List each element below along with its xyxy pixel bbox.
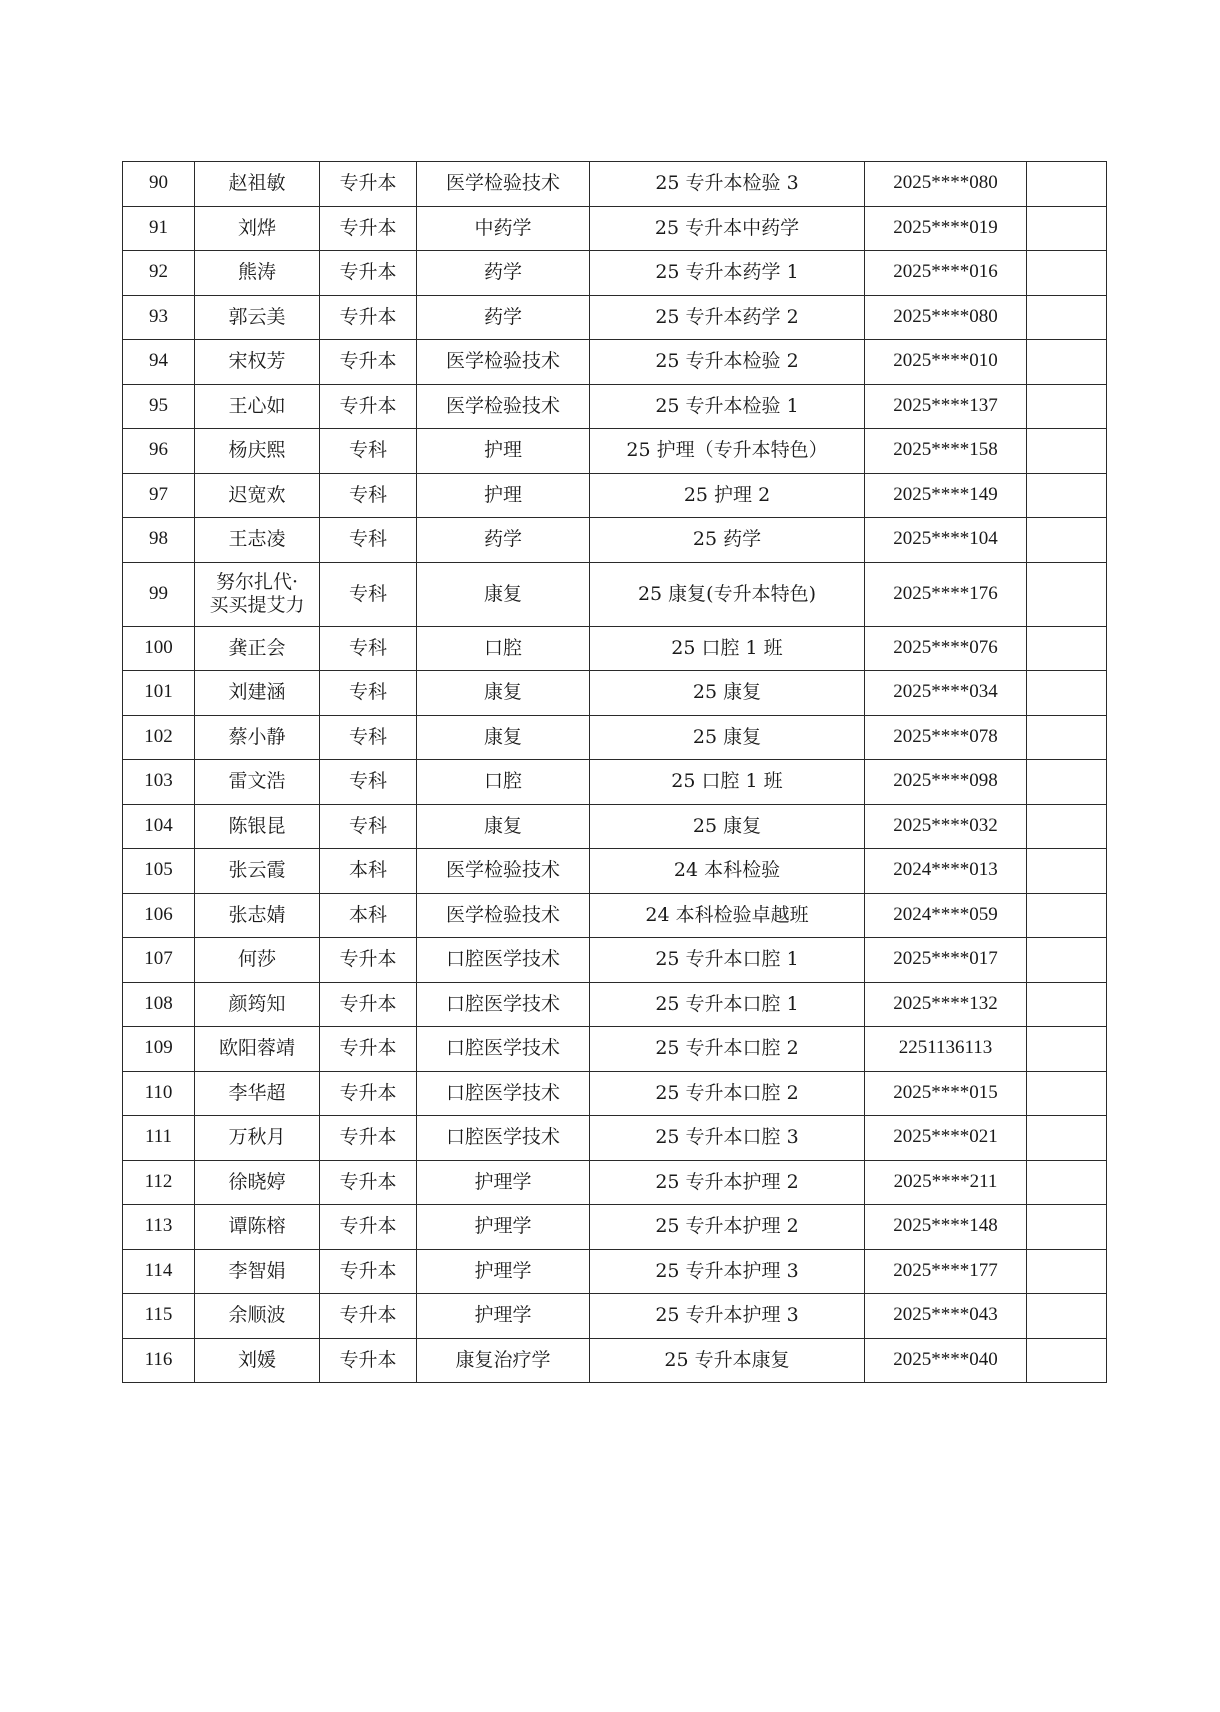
cell-extra [1027, 251, 1107, 296]
cell-extra [1027, 473, 1107, 518]
cell-level: 专科 [320, 562, 417, 626]
cell-name: 杨庆熙 [195, 429, 320, 474]
cell-major: 药学 [417, 518, 590, 563]
cell-number: 96 [123, 429, 195, 474]
cell-name: 何莎 [195, 938, 320, 983]
cell-number: 90 [123, 162, 195, 207]
cell-student-id: 2025****158 [865, 429, 1027, 474]
cell-name: 徐晓婷 [195, 1160, 320, 1205]
cell-class: 25 专升本护理 2 [590, 1205, 865, 1250]
table-row [123, 295, 1107, 340]
cell-major: 护理学 [417, 1249, 590, 1294]
cell-extra [1027, 384, 1107, 429]
table-row [123, 982, 1107, 1027]
table-row [123, 1116, 1107, 1161]
cell-name: 张云霞 [195, 849, 320, 894]
cell-class: 25 专升本检验 2 [590, 340, 865, 385]
cell-number: 110 [123, 1071, 195, 1116]
cell-class: 24 本科检验 [590, 849, 865, 894]
cell-name: 努尔扎代· 买买提艾力 [195, 562, 320, 626]
cell-number: 104 [123, 804, 195, 849]
cell-major: 中药学 [417, 206, 590, 251]
cell-name: 郭云美 [195, 295, 320, 340]
cell-major: 康复 [417, 715, 590, 760]
cell-level: 专升本 [320, 1160, 417, 1205]
table-row [123, 849, 1107, 894]
cell-major: 康复 [417, 562, 590, 626]
cell-number: 103 [123, 760, 195, 805]
cell-number: 93 [123, 295, 195, 340]
cell-major: 口腔 [417, 760, 590, 805]
cell-level: 专科 [320, 473, 417, 518]
cell-number: 99 [123, 562, 195, 626]
cell-extra [1027, 1116, 1107, 1161]
cell-number: 101 [123, 671, 195, 716]
table-row [123, 429, 1107, 474]
cell-class: 25 专升本护理 2 [590, 1160, 865, 1205]
cell-major: 口腔医学技术 [417, 1027, 590, 1072]
cell-student-id: 2251136113 [865, 1027, 1027, 1072]
cell-student-id: 2025****019 [865, 206, 1027, 251]
cell-level: 专升本 [320, 1205, 417, 1250]
cell-class: 25 药学 [590, 518, 865, 563]
cell-level: 专升本 [320, 295, 417, 340]
cell-extra [1027, 340, 1107, 385]
cell-major: 康复 [417, 804, 590, 849]
cell-major: 药学 [417, 251, 590, 296]
cell-extra [1027, 1294, 1107, 1339]
cell-number: 97 [123, 473, 195, 518]
cell-name: 陈银昆 [195, 804, 320, 849]
cell-student-id: 2025****098 [865, 760, 1027, 805]
table-row [123, 893, 1107, 938]
cell-class: 25 康复 [590, 715, 865, 760]
cell-student-id: 2025****176 [865, 562, 1027, 626]
table-row [123, 1160, 1107, 1205]
cell-major: 口腔医学技术 [417, 1071, 590, 1116]
cell-level: 专科 [320, 760, 417, 805]
cell-major: 口腔医学技术 [417, 938, 590, 983]
cell-class: 25 口腔 1 班 [590, 760, 865, 805]
cell-level: 专科 [320, 518, 417, 563]
cell-student-id: 2025****104 [865, 518, 1027, 563]
cell-level: 专升本 [320, 1027, 417, 1072]
cell-name: 熊涛 [195, 251, 320, 296]
table-row [123, 340, 1107, 385]
cell-student-id: 2025****078 [865, 715, 1027, 760]
cell-number: 114 [123, 1249, 195, 1294]
cell-student-id: 2025****040 [865, 1338, 1027, 1383]
cell-student-id: 2025****177 [865, 1249, 1027, 1294]
cell-student-id: 2025****032 [865, 804, 1027, 849]
table-row [123, 760, 1107, 805]
table-row [123, 518, 1107, 563]
cell-extra [1027, 429, 1107, 474]
cell-name: 万秋月 [195, 1116, 320, 1161]
table-row [123, 1027, 1107, 1072]
cell-student-id: 2025****043 [865, 1294, 1027, 1339]
cell-major: 医学检验技术 [417, 849, 590, 894]
cell-class: 25 专升本中药学 [590, 206, 865, 251]
cell-student-id: 2025****080 [865, 162, 1027, 207]
cell-class: 25 专升本药学 2 [590, 295, 865, 340]
cell-extra [1027, 804, 1107, 849]
cell-major: 口腔医学技术 [417, 1116, 590, 1161]
cell-level: 专升本 [320, 251, 417, 296]
cell-extra [1027, 760, 1107, 805]
cell-number: 108 [123, 982, 195, 1027]
cell-number: 100 [123, 626, 195, 671]
cell-major: 口腔医学技术 [417, 982, 590, 1027]
cell-name: 颜筠知 [195, 982, 320, 1027]
cell-class: 25 专升本护理 3 [590, 1249, 865, 1294]
cell-extra [1027, 671, 1107, 716]
cell-extra [1027, 1027, 1107, 1072]
cell-level: 专升本 [320, 206, 417, 251]
cell-extra [1027, 1205, 1107, 1250]
cell-extra [1027, 626, 1107, 671]
cell-extra [1027, 1249, 1107, 1294]
roster-body [123, 162, 1107, 1383]
cell-name: 谭陈榕 [195, 1205, 320, 1250]
table-row [123, 1294, 1107, 1339]
cell-extra [1027, 206, 1107, 251]
cell-class: 24 本科检验卓越班 [590, 893, 865, 938]
cell-level: 专升本 [320, 1294, 417, 1339]
cell-student-id: 2025****137 [865, 384, 1027, 429]
cell-number: 115 [123, 1294, 195, 1339]
cell-number: 107 [123, 938, 195, 983]
table-row [123, 384, 1107, 429]
cell-major: 口腔 [417, 626, 590, 671]
table-row [123, 626, 1107, 671]
cell-student-id: 2024****059 [865, 893, 1027, 938]
cell-student-id: 2025****017 [865, 938, 1027, 983]
cell-number: 95 [123, 384, 195, 429]
cell-class: 25 口腔 1 班 [590, 626, 865, 671]
cell-level: 专科 [320, 804, 417, 849]
cell-extra [1027, 982, 1107, 1027]
cell-level: 专升本 [320, 1071, 417, 1116]
cell-major: 护理学 [417, 1160, 590, 1205]
cell-major: 护理 [417, 473, 590, 518]
table-row [123, 473, 1107, 518]
cell-name: 王志凌 [195, 518, 320, 563]
cell-name: 蔡小静 [195, 715, 320, 760]
cell-student-id: 2025****021 [865, 1116, 1027, 1161]
cell-major: 医学检验技术 [417, 340, 590, 385]
cell-extra [1027, 849, 1107, 894]
cell-number: 91 [123, 206, 195, 251]
cell-number: 105 [123, 849, 195, 894]
cell-extra [1027, 1071, 1107, 1116]
cell-student-id: 2025****148 [865, 1205, 1027, 1250]
table-row [123, 804, 1107, 849]
table-row [123, 562, 1107, 626]
cell-level: 本科 [320, 893, 417, 938]
table-row [123, 1071, 1107, 1116]
cell-major: 康复治疗学 [417, 1338, 590, 1383]
cell-class: 25 护理 2 [590, 473, 865, 518]
table-row [123, 1205, 1107, 1250]
cell-student-id: 2024****013 [865, 849, 1027, 894]
cell-name: 余顺波 [195, 1294, 320, 1339]
cell-student-id: 2025****076 [865, 626, 1027, 671]
cell-class: 25 康复 [590, 804, 865, 849]
cell-number: 94 [123, 340, 195, 385]
cell-student-id: 2025****149 [865, 473, 1027, 518]
student-roster-table [122, 161, 1107, 1383]
cell-name: 宋权芳 [195, 340, 320, 385]
table-row [123, 671, 1107, 716]
cell-extra [1027, 162, 1107, 207]
cell-number: 111 [123, 1116, 195, 1161]
cell-level: 专科 [320, 626, 417, 671]
cell-student-id: 2025****016 [865, 251, 1027, 296]
table-row [123, 206, 1107, 251]
cell-class: 25 专升本口腔 2 [590, 1071, 865, 1116]
cell-major: 医学检验技术 [417, 162, 590, 207]
cell-number: 106 [123, 893, 195, 938]
cell-name: 王心如 [195, 384, 320, 429]
cell-level: 专升本 [320, 340, 417, 385]
cell-level: 专升本 [320, 162, 417, 207]
cell-major: 护理学 [417, 1294, 590, 1339]
table-row [123, 715, 1107, 760]
cell-level: 专科 [320, 429, 417, 474]
cell-name: 迟宽欢 [195, 473, 320, 518]
cell-class: 25 专升本口腔 1 [590, 982, 865, 1027]
cell-extra [1027, 1160, 1107, 1205]
cell-name: 龚正会 [195, 626, 320, 671]
cell-class: 25 康复(专升本特色) [590, 562, 865, 626]
cell-name: 刘建涵 [195, 671, 320, 716]
cell-level: 专升本 [320, 1116, 417, 1161]
cell-class: 25 专升本检验 1 [590, 384, 865, 429]
cell-major: 医学检验技术 [417, 893, 590, 938]
cell-extra [1027, 893, 1107, 938]
cell-class: 25 专升本口腔 1 [590, 938, 865, 983]
cell-student-id: 2025****034 [865, 671, 1027, 716]
cell-name: 刘烨 [195, 206, 320, 251]
table-row [123, 251, 1107, 296]
cell-extra [1027, 295, 1107, 340]
cell-extra [1027, 518, 1107, 563]
cell-number: 112 [123, 1160, 195, 1205]
cell-name: 张志婧 [195, 893, 320, 938]
cell-level: 专升本 [320, 938, 417, 983]
cell-student-id: 2025****132 [865, 982, 1027, 1027]
cell-extra [1027, 1338, 1107, 1383]
cell-student-id: 2025****080 [865, 295, 1027, 340]
cell-student-id: 2025****010 [865, 340, 1027, 385]
cell-level: 专升本 [320, 982, 417, 1027]
cell-major: 护理 [417, 429, 590, 474]
cell-class: 25 专升本检验 3 [590, 162, 865, 207]
cell-number: 113 [123, 1205, 195, 1250]
table-row [123, 162, 1107, 207]
cell-level: 专科 [320, 671, 417, 716]
cell-name: 雷文浩 [195, 760, 320, 805]
cell-class: 25 专升本口腔 3 [590, 1116, 865, 1161]
cell-major: 康复 [417, 671, 590, 716]
table-row [123, 938, 1107, 983]
cell-class: 25 专升本康复 [590, 1338, 865, 1383]
cell-level: 专升本 [320, 1338, 417, 1383]
cell-class: 25 康复 [590, 671, 865, 716]
cell-number: 116 [123, 1338, 195, 1383]
cell-class: 25 护理（专升本特色） [590, 429, 865, 474]
cell-name: 欧阳蓉靖 [195, 1027, 320, 1072]
cell-level: 专升本 [320, 384, 417, 429]
cell-extra [1027, 715, 1107, 760]
cell-student-id: 2025****211 [865, 1160, 1027, 1205]
cell-class: 25 专升本口腔 2 [590, 1027, 865, 1072]
cell-name: 李智娟 [195, 1249, 320, 1294]
cell-number: 109 [123, 1027, 195, 1072]
cell-class: 25 专升本药学 1 [590, 251, 865, 296]
table-row [123, 1249, 1107, 1294]
cell-name: 李华超 [195, 1071, 320, 1116]
cell-number: 92 [123, 251, 195, 296]
cell-name: 赵祖敏 [195, 162, 320, 207]
cell-major: 药学 [417, 295, 590, 340]
cell-level: 专科 [320, 715, 417, 760]
cell-class: 25 专升本护理 3 [590, 1294, 865, 1339]
cell-level: 专升本 [320, 1249, 417, 1294]
cell-major: 护理学 [417, 1205, 590, 1250]
cell-number: 98 [123, 518, 195, 563]
cell-name: 刘媛 [195, 1338, 320, 1383]
cell-student-id: 2025****015 [865, 1071, 1027, 1116]
cell-number: 102 [123, 715, 195, 760]
cell-extra [1027, 562, 1107, 626]
cell-major: 医学检验技术 [417, 384, 590, 429]
cell-extra [1027, 938, 1107, 983]
table-row [123, 1338, 1107, 1383]
cell-level: 本科 [320, 849, 417, 894]
